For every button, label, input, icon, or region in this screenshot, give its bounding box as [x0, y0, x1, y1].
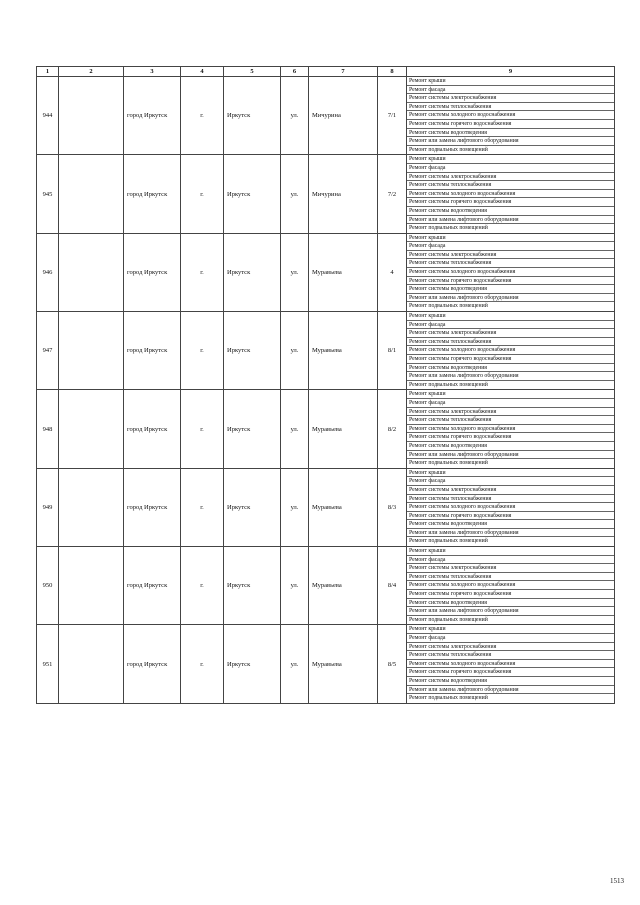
house-number-cell: 8/3: [378, 468, 407, 546]
street-name-cell: Муравьева: [309, 625, 378, 703]
column-header: 1: [37, 67, 59, 77]
work-item: Ремонт или замена лифтового оборудования: [407, 372, 614, 381]
locality-type-cell: г.: [181, 312, 224, 390]
work-item: Ремонт системы холодного водоснабжения: [407, 425, 614, 434]
row-number: 945: [37, 155, 59, 233]
work-item: Ремонт крыши: [407, 234, 614, 243]
city-cell: город Иркутск: [124, 155, 181, 233]
work-item: Ремонт или замена лифтового оборудования: [407, 294, 614, 303]
work-item: Ремонт подвальных помещений: [409, 303, 488, 310]
work-item: Ремонт фасада: [407, 399, 614, 408]
work-item: Ремонт системы водоотведения: [407, 285, 614, 294]
work-item: Ремонт системы водоотведения: [407, 677, 614, 686]
work-item: Ремонт системы теплоснабжения: [407, 495, 614, 504]
work-item: Ремонт крыши: [407, 155, 614, 164]
page-number: 1513: [610, 877, 624, 885]
work-item: Ремонт фасада: [407, 242, 614, 251]
work-item: Ремонт системы теплоснабжения: [407, 338, 614, 347]
work-item: Ремонт или замена лифтового оборудования: [407, 451, 614, 460]
work-item: Ремонт системы электроснабжения: [407, 408, 614, 417]
work-item: Ремонт подвальных помещений: [409, 146, 488, 153]
locality-name-cell: Иркутск: [224, 547, 281, 625]
column-header: 6: [281, 67, 309, 77]
work-item: Ремонт подвальных помещений: [409, 381, 488, 388]
street-type-cell: ул.: [281, 312, 309, 390]
work-item: Ремонт системы горячего водоснабжения: [407, 668, 614, 677]
table-row: [37, 233, 615, 311]
works-cell: [407, 547, 615, 625]
work-item: Ремонт системы горячего водоснабжения: [407, 277, 614, 286]
work-item: Ремонт крыши: [407, 77, 614, 86]
work-item: Ремонт системы водоотведения: [407, 520, 614, 529]
work-item: Ремонт крыши: [407, 390, 614, 399]
locality-type-cell: г.: [181, 77, 224, 155]
work-item: Ремонт или замена лифтового оборудования: [407, 137, 614, 146]
work-item: Ремонт крыши: [407, 625, 614, 634]
house-number-cell: 7/1: [378, 77, 407, 155]
column-header: 3: [124, 67, 181, 77]
work-item: Ремонт системы электроснабжения: [407, 564, 614, 573]
work-item: Ремонт системы водоотведения: [407, 442, 614, 451]
house-number-cell: 8/1: [378, 312, 407, 390]
work-item: Ремонт системы холодного водоснабжения: [407, 346, 614, 355]
street-name-cell: Муравьева: [309, 312, 378, 390]
work-item: Ремонт системы теплоснабжения: [407, 573, 614, 582]
locality-name-cell: Иркутск: [224, 155, 281, 233]
work-item: Ремонт системы водоотведения: [407, 599, 614, 608]
table-body: [37, 77, 615, 704]
work-item: Ремонт фасада: [407, 164, 614, 173]
street-type-cell: ул.: [281, 390, 309, 468]
column-header: 2: [59, 67, 124, 77]
locality-type-cell: г.: [181, 547, 224, 625]
locality-name-cell: Иркутск: [224, 625, 281, 703]
work-item: Ремонт фасада: [407, 556, 614, 565]
work-item: Ремонт фасада: [407, 321, 614, 330]
street-name-cell: Мичурина: [309, 77, 378, 155]
header-row: [37, 67, 615, 77]
table-row: [37, 625, 615, 703]
works-cell: [407, 468, 615, 546]
locality-type-cell: г.: [181, 233, 224, 311]
street-name-cell: Муравьева: [309, 390, 378, 468]
locality-name-cell: Иркутск: [224, 233, 281, 311]
row-number: 951: [37, 625, 59, 703]
work-item: Ремонт системы теплоснабжения: [407, 651, 614, 660]
street-type-cell: ул.: [281, 625, 309, 703]
work-item: Ремонт системы водоотведения: [407, 129, 614, 138]
empty-cell: [59, 547, 124, 625]
table-row: [37, 547, 615, 625]
work-item: Ремонт системы горячего водоснабжения: [407, 355, 614, 364]
work-item: Ремонт системы электроснабжения: [407, 173, 614, 182]
work-item: Ремонт или замена лифтового оборудования: [407, 607, 614, 616]
locality-name-cell: Иркутск: [224, 312, 281, 390]
city-cell: город Иркутск: [124, 77, 181, 155]
works-cell: [407, 233, 615, 311]
empty-cell: [59, 155, 124, 233]
street-type-cell: ул.: [281, 547, 309, 625]
work-item: Ремонт системы горячего водоснабжения: [407, 590, 614, 599]
work-item: Ремонт системы водоотведения: [407, 364, 614, 373]
city-cell: город Иркутск: [124, 625, 181, 703]
city-cell: город Иркутск: [124, 233, 181, 311]
work-item: Ремонт системы теплоснабжения: [407, 103, 614, 112]
work-item: Ремонт системы электроснабжения: [407, 251, 614, 260]
locality-type-cell: г.: [181, 468, 224, 546]
work-item: Ремонт системы теплоснабжения: [407, 181, 614, 190]
locality-name-cell: Иркутск: [224, 468, 281, 546]
row-number: 944: [37, 77, 59, 155]
row-number: 949: [37, 468, 59, 546]
works-cell: [407, 390, 615, 468]
city-cell: город Иркутск: [124, 547, 181, 625]
work-item: Ремонт крыши: [407, 312, 614, 321]
city-cell: город Иркутск: [124, 390, 181, 468]
work-item: Ремонт подвальных помещений: [409, 616, 488, 623]
table-row: [37, 390, 615, 468]
work-item: Ремонт крыши: [407, 547, 614, 556]
table-row: [37, 312, 615, 390]
column-header: 4: [181, 67, 224, 77]
street-name-cell: Муравьева: [309, 468, 378, 546]
work-item: Ремонт системы холодного водоснабжения: [407, 111, 614, 120]
empty-cell: [59, 625, 124, 703]
empty-cell: [59, 77, 124, 155]
works-cell: [407, 625, 615, 703]
work-item: Ремонт системы теплоснабжения: [407, 416, 614, 425]
locality-type-cell: г.: [181, 155, 224, 233]
work-item: Ремонт или замена лифтового оборудования: [407, 686, 614, 695]
empty-cell: [59, 312, 124, 390]
house-number-cell: 8/2: [378, 390, 407, 468]
row-number: 946: [37, 233, 59, 311]
house-number-cell: 8/5: [378, 625, 407, 703]
works-cell: [407, 312, 615, 390]
table-row: [37, 77, 615, 155]
locality-name-cell: Иркутск: [224, 77, 281, 155]
street-name-cell: Мичурина: [309, 155, 378, 233]
street-type-cell: ул.: [281, 77, 309, 155]
column-header: 5: [224, 67, 281, 77]
row-number: 950: [37, 547, 59, 625]
street-type-cell: ул.: [281, 155, 309, 233]
work-item: Ремонт системы холодного водоснабжения: [407, 581, 614, 590]
work-item: Ремонт системы водоотведения: [407, 207, 614, 216]
row-number: 948: [37, 390, 59, 468]
work-item: Ремонт системы холодного водоснабжения: [407, 660, 614, 669]
city-cell: город Иркутск: [124, 312, 181, 390]
work-item: Ремонт системы теплоснабжения: [407, 259, 614, 268]
works-cell: [407, 77, 615, 155]
work-item: Ремонт системы холодного водоснабжения: [407, 268, 614, 277]
work-item: Ремонт подвальных помещений: [409, 225, 488, 232]
work-item: Ремонт фасада: [407, 86, 614, 95]
column-header: 8: [378, 67, 407, 77]
table-row: [37, 155, 615, 233]
work-item: Ремонт фасада: [407, 634, 614, 643]
locality-type-cell: г.: [181, 390, 224, 468]
work-item: Ремонт подвальных помещений: [409, 538, 488, 545]
works-cell: [407, 155, 615, 233]
work-item: Ремонт системы горячего водоснабжения: [407, 512, 614, 521]
empty-cell: [59, 390, 124, 468]
locality-type-cell: г.: [181, 625, 224, 703]
work-item: Ремонт системы холодного водоснабжения: [407, 190, 614, 199]
city-cell: город Иркутск: [124, 468, 181, 546]
column-header: 9: [407, 67, 615, 77]
work-item: Ремонт системы горячего водоснабжения: [407, 198, 614, 207]
document-sheet: [36, 66, 614, 704]
work-item: Ремонт системы электроснабжения: [407, 486, 614, 495]
work-item: Ремонт подвальных помещений: [409, 460, 488, 467]
work-item: Ремонт или замена лифтового оборудования: [407, 529, 614, 538]
street-name-cell: Муравьева: [309, 547, 378, 625]
table-row: [37, 468, 615, 546]
street-type-cell: ул.: [281, 233, 309, 311]
work-item: Ремонт фасада: [407, 477, 614, 486]
house-number-cell: 8/4: [378, 547, 407, 625]
locality-name-cell: Иркутск: [224, 390, 281, 468]
column-header: 7: [309, 67, 378, 77]
house-number-cell: 7/2: [378, 155, 407, 233]
street-type-cell: ул.: [281, 468, 309, 546]
work-item: Ремонт или замена лифтового оборудования: [407, 216, 614, 225]
row-number: 947: [37, 312, 59, 390]
work-item: Ремонт системы горячего водоснабжения: [407, 120, 614, 129]
work-item: Ремонт системы горячего водоснабжения: [407, 433, 614, 442]
house-number-cell: 4: [378, 233, 407, 311]
empty-cell: [59, 233, 124, 311]
work-item: Ремонт системы электроснабжения: [407, 643, 614, 652]
work-item: Ремонт системы электроснабжения: [407, 94, 614, 103]
repair-table: [36, 66, 615, 704]
work-item: Ремонт подвальных помещений: [409, 695, 488, 702]
work-item: Ремонт системы электроснабжения: [407, 329, 614, 338]
empty-cell: [59, 468, 124, 546]
street-name-cell: Муравьева: [309, 233, 378, 311]
work-item: Ремонт крыши: [407, 469, 614, 478]
work-item: Ремонт системы холодного водоснабжения: [407, 503, 614, 512]
